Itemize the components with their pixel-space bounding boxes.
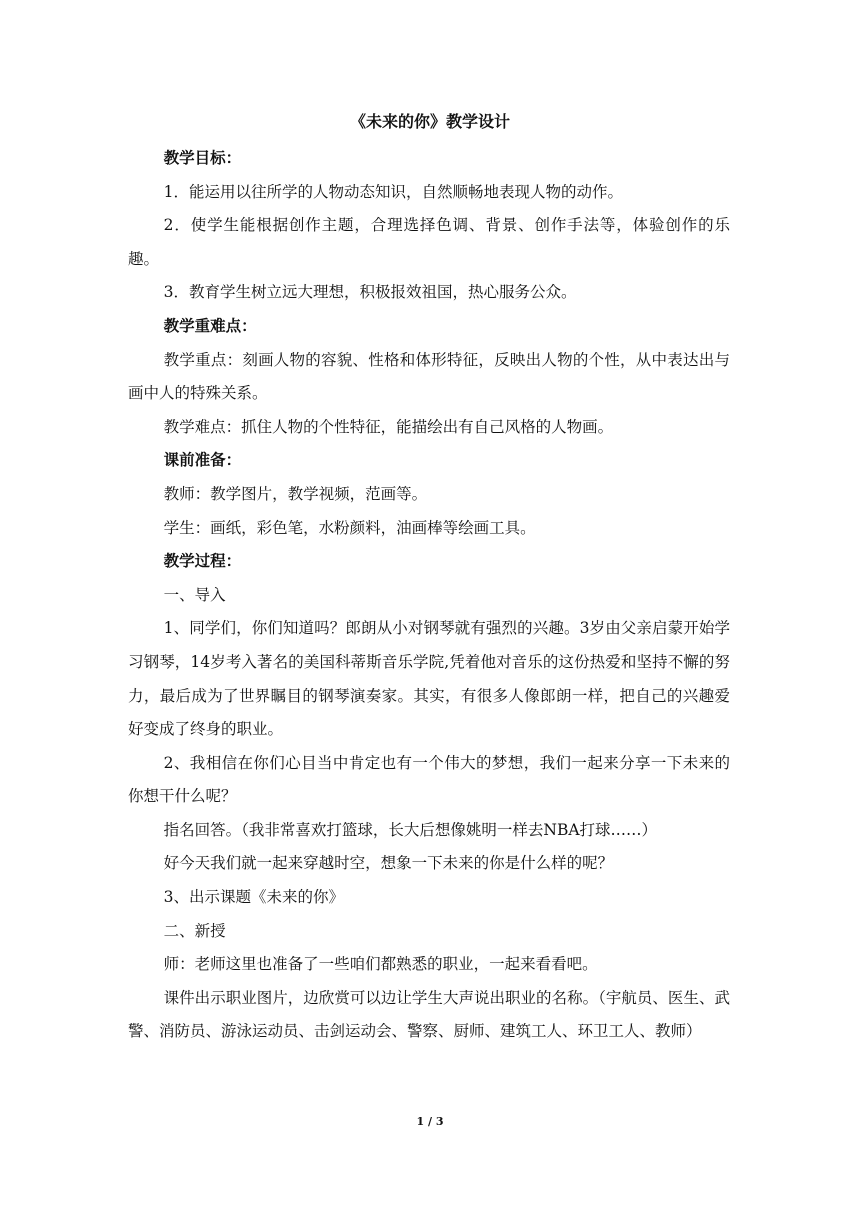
paragraph: 教师：教学图片，教学视频，范画等。 bbox=[163, 484, 428, 503]
paragraph: 好今天我们就一起来穿越时空，想象一下未来的你是什么样的呢？ bbox=[163, 854, 614, 873]
paragraph: 2、我相信在你们心目当中肯定也有一个伟大的梦想，我们一起来分享一下未来的你想干什么呢？ bbox=[128, 753, 730, 806]
paragraph: 指名回答。（我非常喜欢打篮球，长大后想像姚明一样去NBA打球……） bbox=[163, 820, 658, 839]
paragraph: 教学重点：刻画人物的容貌、性格和体形特征，反映出人物的个性，从中表达出与画中人的特殊关系。 bbox=[128, 350, 730, 403]
document-title: 《未来的你》教学设计 bbox=[349, 112, 510, 131]
section-heading-preparation: 课前准备： bbox=[163, 451, 242, 470]
paragraph: 1．能运用以往所学的人物动态知识，自然顺畅地表现人物的动作。 bbox=[163, 182, 624, 201]
paragraph: 二、新授 bbox=[163, 921, 226, 940]
paragraph: 课件出示职业图片，边欣赏可以边让学生大声说出职业的名称。（宇航员、医生、武警、消防员、游泳运动员、击剑运动会、警察、厨师、建筑工人、环卫工人、教师） bbox=[128, 988, 730, 1041]
page-number: 1 / 3 bbox=[416, 1115, 444, 1128]
paragraph: 一、导入 bbox=[163, 585, 226, 604]
paragraph: 教学难点：抓住人物的个性特征，能描绘出有自己风格的人物画。 bbox=[163, 417, 614, 436]
document-body bbox=[128, 142, 730, 1049]
paragraph: 2．使学生能根据创作主题，合理选择色调、背景、创作手法等，体验创作的乐趣。 bbox=[128, 216, 730, 268]
paragraph: 3、出示课题《未来的你》 bbox=[163, 888, 345, 907]
section-heading-objectives: 教学目标： bbox=[163, 149, 242, 167]
paragraph: 3．教育学生树立远大理想，积极报效祖国，热心服务公众。 bbox=[163, 283, 577, 302]
paragraph: 学生：画纸，彩色笔，水粉颜料，油画棒等绘画工具。 bbox=[163, 518, 536, 537]
section-heading-key-points: 教学重难点： bbox=[163, 316, 257, 335]
section-heading-process: 教学过程： bbox=[163, 552, 242, 571]
paragraph: 1、同学们，你们知道吗？郎朗从小对钢琴就有强烈的兴趣。3岁由父亲启蒙开始学习钢琴，14岁考入著名的美国科蒂斯音乐学院,凭着他对音乐的这份热爱和坚持不懈的努力，最后成为了世界瞩目的钢琴演奏家。其实，有很多人像郎朗一样，把自己的兴趣爱好变成了终身的职业。 bbox=[128, 619, 730, 739]
paragraph: 师：老师这里也准备了一些咱们都熟悉的职业，一起来看看吧。 bbox=[163, 955, 598, 974]
